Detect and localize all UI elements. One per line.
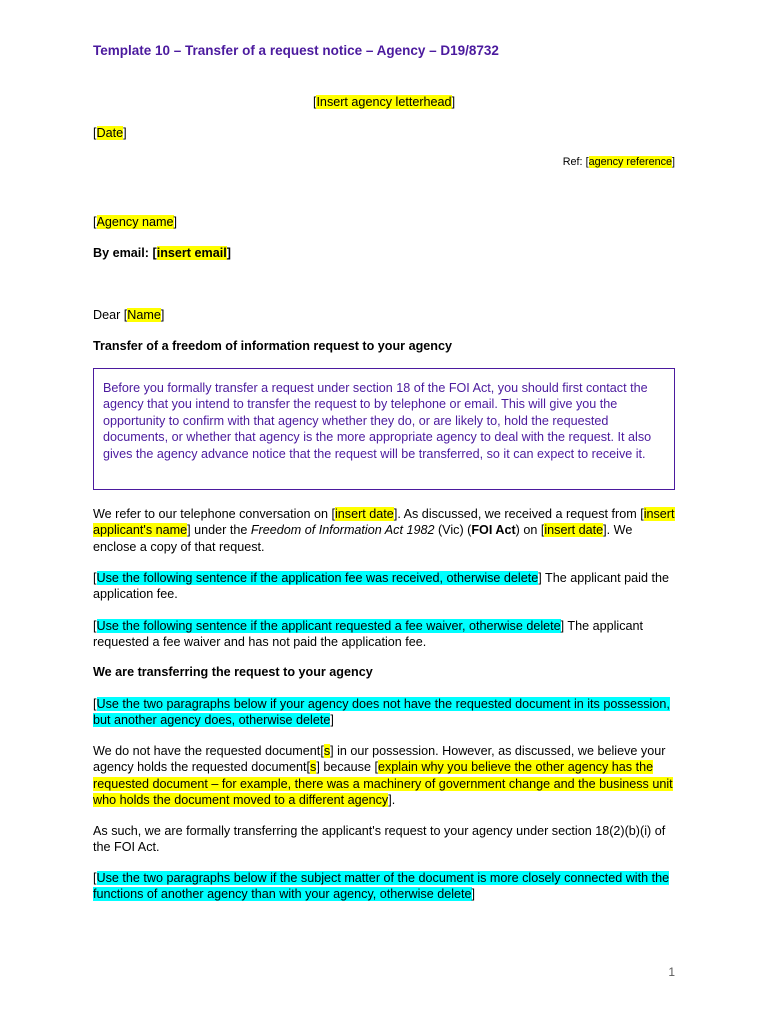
foi-act-abbrev: FOI Act (471, 523, 516, 538)
agency-reference-field[interactable]: agency reference (588, 156, 672, 168)
paragraph-instruction-possession: [Use the two paragraphs below if your agency does not have the requested document in its possession, but another agency does, otherwise delete] (93, 697, 670, 728)
reference-line: Ref: [agency reference] (562, 156, 675, 168)
agency-name-field[interactable]: Agency name (96, 215, 174, 229)
paragraph-telephone-conversation: We refer to our telephone conversation on [insert date]. As discussed, we received a request from [insert applicant's name] under the Freedom of Information Act 1982 (Vic) (FOI Act) on [insert date]. We enclose a copy of that request. (93, 507, 675, 554)
guidance-text: Before you formally transfer a request under section 18 of the FOI Act, you should first contact the agency that you intend to transfer the request to by telephone or email. This will give you the opportunity to confirm with that agency whether they do, or are likely to, hold the requested documents, or whether that agency is the more appropriate agency to deal with the request. It also gives the agency advance notice that the request will be transferred, so it can expect to receive it. (103, 381, 652, 461)
instruction-fee-received[interactable]: Use the following sentence if the application fee was received, otherwise delete (96, 571, 539, 585)
paragraph-fee-waiver: [Use the following sentence if the applicant requested a fee waiver, otherwise delete] The applicant requested a fee waiver and has not paid the application fee. (93, 619, 644, 650)
email-field[interactable]: insert email (156, 246, 227, 260)
page-number: 1 (668, 965, 675, 979)
paragraph-instruction-subject-matter: [Use the two paragraphs below if the subject matter of the document is more closely connected with the functions of another agency than with your agency, otherwise delete] (93, 871, 670, 902)
instruction-not-in-possession[interactable]: Use the two paragraphs below if your agency does not have the requested document in its possession, but another agency does, otherwise delete (93, 697, 670, 728)
paragraph-requested-document: We do not have the requested document[s] in our possession. However, as discussed, we believe your agency holds the requested document[s] because [explain why you believe the other agency has the requested document – for example, there was a machinery of government change and the business unit who holds the document moved to a different agency]. (93, 744, 673, 808)
plural-s-field-1[interactable]: s (323, 744, 331, 758)
instruction-subject-matter[interactable]: Use the two paragraphs below if the subject matter of the document is more closely connected with the functions of another agency than with your agency, otherwise delete (93, 871, 670, 902)
heading-transferring: We are transferring the request to your agency (93, 665, 373, 679)
letterhead-field[interactable]: Insert agency letterhead (316, 95, 452, 109)
plural-s-field-2[interactable]: s (310, 760, 317, 775)
applicant-name-field[interactable]: insert applicant's name (93, 507, 675, 538)
explanation-field[interactable]: explain why you believe the other agency has the requested document – for example, there was a machinery of government change and the business unit who holds the document moved to a different agency (93, 760, 673, 808)
dear-label: Dear (93, 308, 124, 322)
act-name: Freedom of Information Act 1982 (250, 523, 435, 538)
date-line: [Date] (93, 126, 127, 140)
guidance-box (93, 368, 675, 490)
heading-transfer: Transfer of a freedom of information request to your agency (93, 339, 452, 353)
instruction-fee-waiver[interactable]: Use the following sentence if the applicant requested a fee waiver, otherwise delete (96, 619, 561, 633)
paragraph-formal-transfer: As such, we are formally transferring the applicant's request to your agency under section 18(2)(b)(i) of the FOI Act. (93, 824, 666, 855)
paragraph-application-fee: [Use the following sentence if the application fee was received, otherwise delete] The applicant paid the application fee. (93, 571, 669, 602)
letterhead-placeholder: [Insert agency letterhead] (312, 95, 456, 109)
ref-label: Ref: (562, 156, 586, 168)
salutation: Dear [Name] (93, 308, 165, 322)
agency-name-line: [Agency name] (93, 215, 178, 229)
request-date-field[interactable]: insert date (544, 523, 604, 538)
by-email-line: By email: [insert email] (93, 246, 231, 260)
by-email-label: By email: (93, 246, 153, 260)
document-title: Template 10 – Transfer of a request notice – Agency – D19/8732 (93, 43, 499, 58)
conversation-date-field[interactable]: insert date (335, 507, 394, 521)
date-field[interactable]: Date (96, 126, 124, 140)
recipient-name-field[interactable]: Name (127, 308, 161, 322)
